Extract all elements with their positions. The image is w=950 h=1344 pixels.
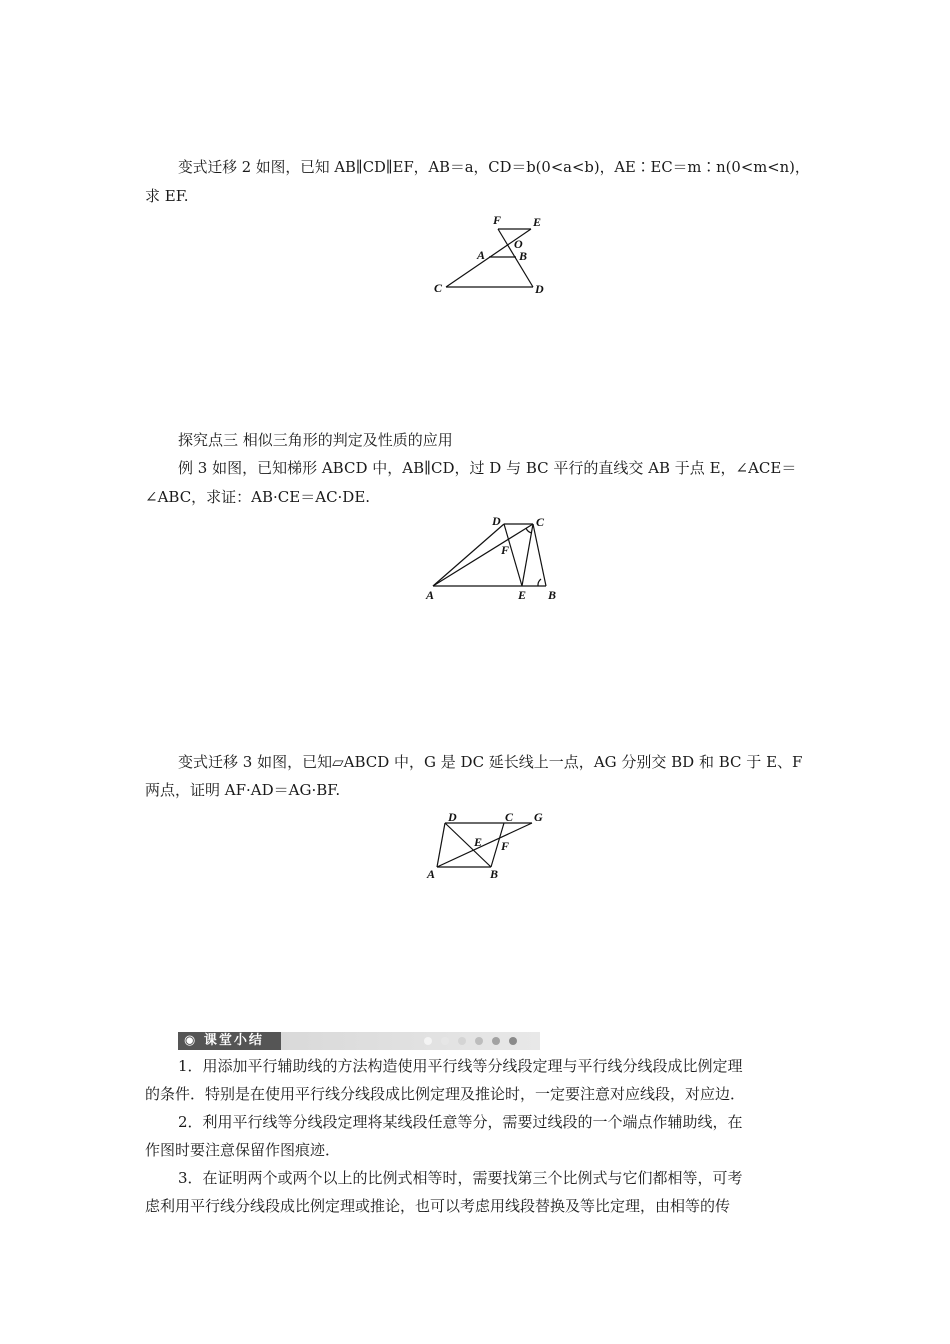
fig1-label-E: E [533, 215, 542, 229]
summary-p1-line1: 1．用添加平行辅助线的方法构造使用平行线等分线段定理与平行线分线段成比例定理 [178, 1057, 743, 1075]
fig2-label-F: F [501, 543, 510, 557]
summary-p3-line2: 虑利用平行线分线段成比例定理或推论，也可以考虑用线段替换及等比定理，由相等的传 [145, 1197, 731, 1215]
fig2-label-A: A [426, 588, 435, 602]
fig2-label-E: E [518, 588, 527, 602]
variant3-line1: 变式迁移 3 如图，已知▱ABCD 中，G 是 DC 延长线上一点，AG 分别交 BD 和 BC 于 E、F [178, 753, 803, 771]
figure-2 [422, 512, 572, 602]
variant3-line2: 两点，证明 AF·AD＝AG·BF. [145, 781, 341, 799]
fig3-label-C: C [505, 810, 514, 824]
variant2-line2: 求 EF. [145, 187, 189, 205]
fig2-label-D: D [492, 514, 501, 528]
fig3-segment-AD [437, 823, 445, 867]
fig1-label-D: D [535, 282, 544, 296]
summary-p2-line1: 2．利用平行线等分线段定理将某线段任意等分，需要过线段的一个端点作辅助线，在 [178, 1113, 743, 1131]
figure-1 [430, 212, 570, 302]
banner-dot-2 [441, 1037, 449, 1045]
fig3-label-E: E [474, 835, 483, 849]
fig1-label-A: A [477, 248, 486, 262]
fig3-label-D: D [448, 810, 457, 824]
banner-dot-1 [424, 1037, 432, 1045]
fig1-label-F: F [493, 213, 502, 227]
banner-dot-6 [509, 1037, 517, 1045]
fig2-angle-B [538, 579, 541, 586]
summary-p1-line2: 的条件．特别是在使用平行线分线段成比例定理及推论时，一定要注意对应线段，对应边． [145, 1085, 746, 1103]
figure-3 [424, 808, 554, 883]
fig2-segment-AD [433, 524, 504, 586]
fig2-segment-AC [433, 524, 533, 586]
summary-banner-title [184, 1032, 264, 1050]
fig2-segment-CB [533, 524, 546, 586]
summary-banner [178, 1032, 540, 1050]
fig2-angle-C [526, 528, 532, 533]
summary-banner-label: 课堂小结 [203, 1033, 264, 1048]
fig3-label-G: G [534, 810, 543, 824]
target-circle-icon: ◉ [184, 1033, 198, 1048]
example3-line2: ∠ABC，求证：AB·CE＝AC·DE. [145, 488, 371, 506]
variant2-line1: 变式迁移 2 如图，已知 AB∥CD∥EF，AB＝a，CD＝b(0<a<b)，AE∶EC＝m∶n(0<m<n)， [178, 158, 810, 176]
example3-line1: 例 3 如图，已知梯形 ABCD 中，AB∥CD，过 D 与 BC 平行的直线交 AB 于点 E，∠ACE＝ [178, 459, 797, 477]
summary-p3-line1: 3．在证明两个或两个以上的比例式相等时，需要找第三个比例式与它们都相等，可考 [178, 1169, 743, 1187]
fig2-label-C: C [536, 515, 545, 529]
fig3-label-B: B [490, 867, 499, 881]
fig1-label-O: O [514, 237, 523, 251]
fig2-label-B: B [548, 588, 557, 602]
summary-p2-line2: 作图时要注意保留作图痕迹． [145, 1141, 341, 1159]
banner-dot-3 [458, 1037, 466, 1045]
fig1-label-C: C [434, 281, 443, 295]
fig1-label-B: B [519, 249, 528, 263]
fig3-label-A: A [427, 867, 436, 881]
banner-dot-4 [475, 1037, 483, 1045]
banner-dot-5 [492, 1037, 500, 1045]
section3-title: 探究点三 相似三角形的判定及性质的应用 [178, 431, 453, 449]
fig3-label-F: F [501, 839, 510, 853]
